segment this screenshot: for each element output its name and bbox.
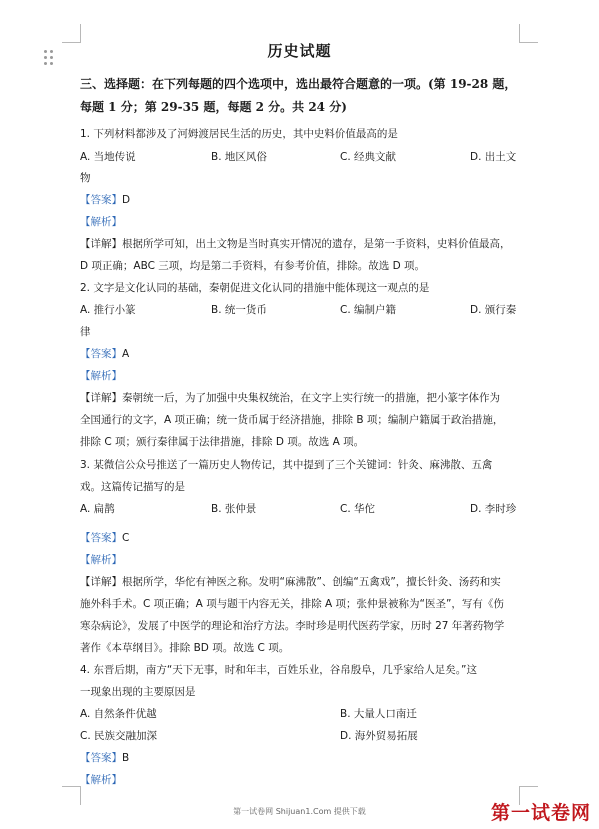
section-heading-line1: 三、选择题：在下列每题的四个选项中，选出最符合题意的一项。(第 19-28 题， (80, 77, 517, 91)
q4-answer (80, 751, 129, 765)
q4-option-d: D. 海外贸易拓展 (340, 730, 418, 742)
q3-option-c: C. 华佗 (340, 503, 376, 515)
q2-option-a: A. 推行小篆 (80, 304, 136, 316)
q2-detail-line2: 全国通行的文字，A 项正确；统一货币属于经济措施，排除 B 项；编制户籍属于政治措施， (80, 414, 504, 426)
brand-logo: 第一试卷网 (490, 802, 591, 824)
answer-tag: 【答案】 (80, 194, 122, 206)
question-4-stem-line1: 4. 东晋后期，南方“天下无事，时和年丰，百姓乐业，谷帛殷阜，几乎家给人足矣。”这 (80, 664, 477, 676)
answer-value: C (122, 532, 130, 544)
q3-jiexi-tag: 【解析】 (80, 554, 122, 566)
q3-answer (80, 531, 129, 545)
page-footer: 第一试卷网 Shijuan1.Com 提供下载 (233, 807, 366, 816)
page-title: 历史试题 (267, 42, 332, 60)
q1-jiexi-tag: 【解析】 (80, 216, 122, 228)
q1-answer (80, 193, 130, 207)
q4-option-a: A. 自然条件优越 (80, 708, 157, 720)
question-1-stem: 1. 下列材料都涉及了河姆渡居民生活的历史，其中史料价值最高的是 (80, 128, 398, 140)
q3-detail-line2: 施外科手术。C 项正确；A 项与题干内容无关，排除 A 项；张仲景被称为“医圣”，写有《伤 (80, 598, 504, 610)
margin-corner-bottom-left (62, 786, 81, 805)
answer-tag: 【答案】 (80, 532, 122, 544)
q2-answer (80, 347, 129, 361)
q4-option-c: C. 民族交融加深 (80, 730, 158, 742)
q3-option-b: B. 张仲景 (211, 503, 257, 515)
q1-option-a: A. 当地传说 (80, 151, 136, 163)
q3-detail-line3: 寒杂病论》，发展了中医学的理论和治疗方法。李时珍是明代医药学家，历时 27 年著药物学 (80, 620, 505, 632)
q2-option-c: C. 编制户籍 (340, 304, 397, 316)
q4-jiexi-tag: 【解析】 (80, 774, 122, 786)
answer-value: A (122, 348, 130, 360)
q1-option-wrap: 物 (80, 172, 91, 184)
q1-option-c: C. 经典文献 (340, 151, 397, 163)
answer-value: B (122, 752, 130, 764)
question-4-stem-line2: 一现象出现的主要原因是 (80, 686, 196, 698)
q2-detail-line1: 【详解】秦朝统一后，为了加强中央集权统治，在文字上实行统一的措施，把小篆字体作为 (80, 392, 500, 404)
q2-option-d: D. 颁行秦 (470, 304, 517, 316)
q2-detail-line3: 排除 C 项；颁行秦律属于法律措施，排除 D 项。故选 A 项。 (80, 436, 365, 448)
q4-option-b: B. 大量人口南迁 (340, 708, 417, 720)
question-3-stem-line2: 戏。这篇传记描写的是 (80, 481, 185, 493)
q1-option-d: D. 出土文 (470, 151, 517, 163)
q2-jiexi-tag: 【解析】 (80, 370, 122, 382)
q1-option-b: B. 地区风俗 (211, 151, 267, 163)
q3-detail-line1: 【详解】根据所学，华佗有神医之称。发明“麻沸散”、创编“五禽戏”，擅长针灸、汤药和实 (80, 576, 501, 588)
q1-detail-line2: D 项正确；ABC 三项，均是第二手资料，有参考价值，排除。故选 D 项。 (80, 260, 426, 272)
q3-detail-line4: 著作《本草纲目》。排除 BD 项。故选 C 项。 (80, 642, 290, 654)
q1-detail-line1: 【详解】根据所学可知，出土文物是当时真实开情况的遗存，是第一手资料，史料价值最高， (80, 238, 511, 250)
q2-option-b: B. 统一货币 (211, 304, 267, 316)
q2-option-wrap: 律 (80, 326, 91, 338)
section-heading-line2: 每题 1 分；第 29-35 题，每题 2 分。共 24 分) (80, 100, 347, 114)
q3-option-a: A. 扁鹊 (80, 503, 115, 515)
question-2-stem: 2. 文字是文化认同的基础，秦朝促进文化认同的措施中能体现这一观点的是 (80, 282, 430, 294)
q3-option-d: D. 李时珍 (470, 503, 517, 515)
answer-tag: 【答案】 (80, 348, 122, 360)
answer-value: D (122, 194, 131, 206)
question-3-stem-line1: 3. 某微信公众号推送了一篇历史人物传记，其中提到了三个关键词：针灸、麻沸散、五禽 (80, 459, 493, 471)
answer-tag: 【答案】 (80, 752, 122, 764)
